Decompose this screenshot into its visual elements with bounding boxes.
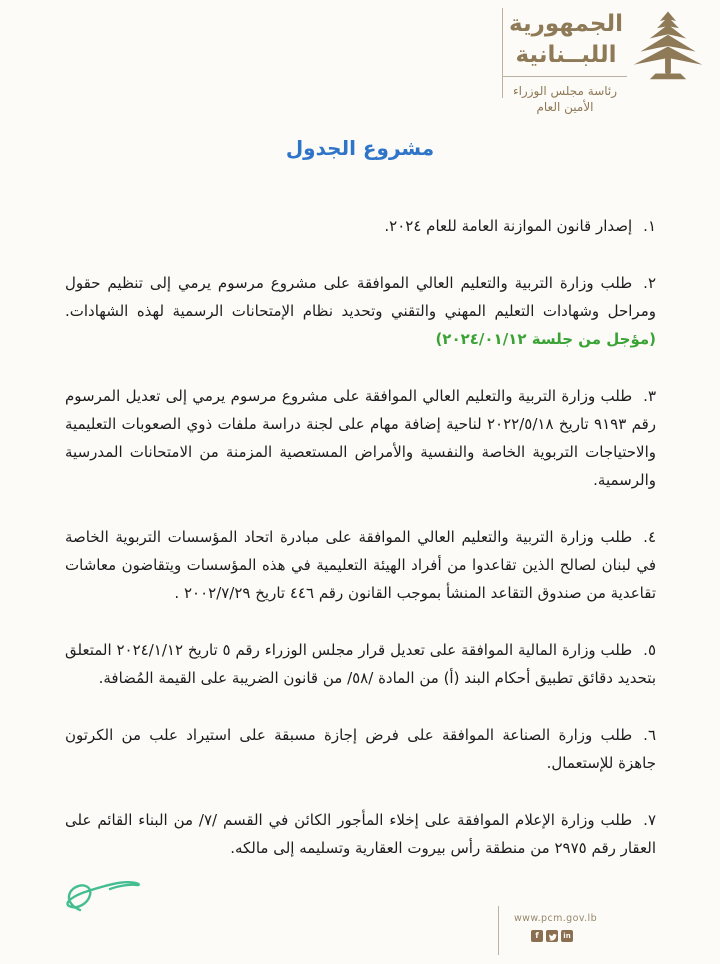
linkedin-icon: in	[561, 930, 573, 942]
republic-line1: الجمهورية	[509, 11, 623, 37]
facebook-icon: f	[531, 930, 543, 942]
item-number: ٦.	[643, 726, 656, 744]
republic-line2: اللبــنانية	[515, 42, 617, 68]
office-line1: رئاسة مجلس الوزراء	[512, 84, 618, 98]
item-number: ٢.	[643, 274, 656, 292]
agenda-item	[65, 269, 656, 353]
item-text: طلب وزارة الإعلام الموافقة على إخلاء المأجور الكائن في القسم /٧/ من البناء القائم على العقار رقم ٢٩٧٥ من منطقة رأس بيروت العقارية وتسليمه إلى مالكه.	[65, 811, 656, 857]
agenda-item	[65, 721, 656, 777]
header-horizontal-rule	[502, 76, 627, 77]
item-text: طلب وزارة المالية الموافقة على تعديل قرار مجلس الوزراء رقم ٥ تاريخ ٢٠٢٤/١/١٢ المتعلق بتحديد دقائق تطبيق أحكام البند (أ) من المادة /٥٨/ من قانون الضريبة على القيمة المُضافة.	[65, 641, 656, 687]
item-number: ٤.	[643, 528, 656, 546]
website-url: www.pcm.gov.lb	[514, 913, 598, 924]
item-text: طلب وزارة التربية والتعليم العالي الموافقة على مبادرة اتحاد المؤسسات التربوية الخاصة في لبنان لصالح الذين تقاعدوا من أفراد الهيئة التعليمية في هذه المؤسسات ويتقاضون معاشات تقاعدية من صندوق التقاعد المنشأ بموجب القانون رقم ٤٤٦ تاريخ ٢٠٠٢/٧/٢٩ .	[65, 528, 656, 602]
agenda-item	[65, 382, 656, 494]
item-number: ١.	[643, 217, 656, 235]
item-number: ٥.	[643, 641, 656, 659]
office-line2: الأمين العام	[536, 100, 594, 114]
social-icons	[531, 930, 573, 942]
agenda-item	[65, 806, 656, 862]
handwritten-signature-mark	[52, 870, 148, 926]
item-text: طلب وزارة التربية والتعليم العالي الموافقة على مشروع مرسوم يرمي إلى تعديل المرسوم رقم ٩١٩٣ تاريخ ٢٠٢٢/٥/١٨ لناحية إضافة مهام على لجنة دراسة ملفات ذوي الصعوبات التعليمية والاحتياجات التربوية الخاصة والنفسية والأمراض المستعصية المزمنة من الامتحانات المدرسية والرسمية.	[65, 387, 656, 489]
agenda-item	[65, 636, 656, 692]
footer-vertical-rule	[498, 906, 499, 955]
page-title: مشروع الجدول	[285, 136, 435, 160]
item-text: طلب وزارة الصناعة الموافقة على فرض إجازة مسبقة على استيراد علب من الكرتون جاهزة للإستعمال.	[65, 726, 656, 772]
item-number: ٧.	[643, 811, 656, 829]
item-number: ٣.	[643, 387, 656, 405]
agenda-items	[65, 212, 656, 891]
office-title	[496, 83, 634, 115]
postponed-note: (مؤجل من جلسة ٢٠٢٤/٠١/١٢)	[435, 330, 656, 348]
agenda-item	[65, 523, 656, 607]
item-text: طلب وزارة التربية والتعليم العالي الموافقة على مشروع مرسوم يرمي إلى تنظيم حقول ومراحل وشهادات التعليم المهني والتقني وتحديد نظام الإمتحانات الرسمية لهذه الشهادات.	[65, 274, 656, 320]
twitter-icon	[546, 930, 558, 942]
republic-calligraphy	[503, 9, 629, 71]
item-text: إصدار قانون الموازنة العامة للعام ٢٠٢٤.	[384, 217, 633, 235]
cedar-tree-icon	[631, 10, 705, 84]
agenda-item	[65, 212, 656, 240]
